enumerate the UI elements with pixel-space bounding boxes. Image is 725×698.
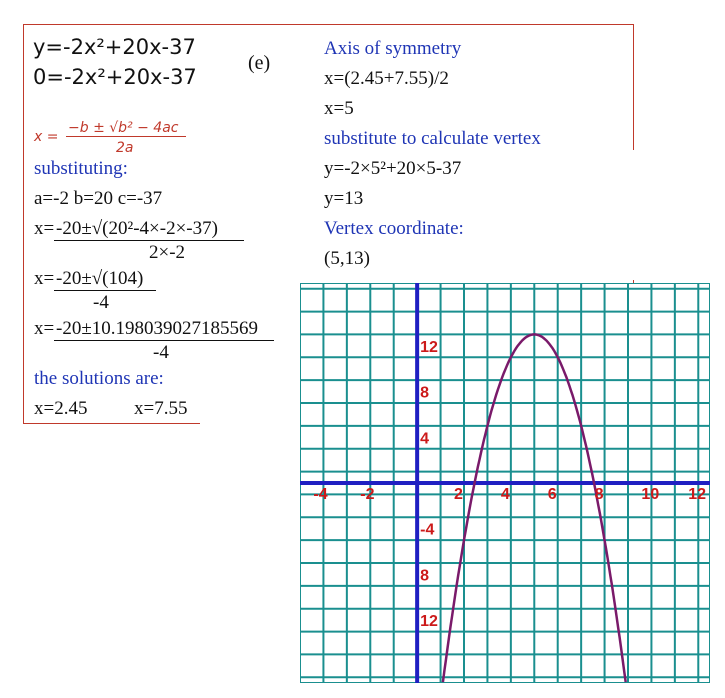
frame-gap-right (620, 150, 640, 280)
part-label: (e) (248, 52, 271, 74)
formula-numerator: −b ± √b² − 4ac (68, 120, 179, 136)
equation-line-2: 0=-2x²+20x-37 (33, 65, 197, 89)
parabola-graph (300, 283, 710, 683)
y-tick-label: 12 (420, 613, 438, 631)
substituting-heading: substituting: (34, 158, 128, 179)
solution-2: x=7.55 (134, 398, 188, 419)
vertex-calc: y=-2×5²+20×5-37 (324, 158, 462, 179)
vertex-coord: (5,13) (324, 248, 370, 269)
axis-heading: Axis of symmetry (324, 38, 462, 59)
solution-1: x=2.45 (34, 398, 88, 419)
step3-fraction-bar (54, 340, 274, 341)
solutions-heading: the solutions are: (34, 368, 164, 389)
y-tick-label: 8 (420, 384, 430, 402)
equation-line-1: y=-2x²+20x-37 (33, 35, 196, 59)
x-tick-label: 4 (500, 486, 510, 503)
step1-numerator: -20±√(20²-4×-2×-37) (56, 218, 218, 239)
step1-denominator: 2×-2 (149, 242, 186, 263)
step2-prefix: x= (34, 268, 55, 289)
x-tick-label: 10 (641, 486, 660, 503)
step2-denominator: -4 (93, 292, 109, 313)
y-tick-label: 12 (420, 338, 438, 356)
step2-fraction-bar (54, 290, 156, 291)
formula-denominator: 2a (116, 140, 134, 156)
x-tick-label: -2 (360, 486, 375, 503)
axis-calc: x=(2.45+7.55)/2 (324, 68, 449, 89)
axis-result: x=5 (324, 98, 354, 119)
x-tick-label: 8 (594, 486, 604, 503)
step2-numerator: -20±√(104) (56, 268, 144, 289)
y-tick-label: -4 (420, 521, 435, 539)
step3-numerator: -20±10.198039027185569 (56, 318, 259, 339)
vertex-y: y=13 (324, 188, 364, 209)
x-tick-label: 6 (547, 486, 557, 503)
x-tick-label: 2 (454, 486, 463, 503)
vertex-coord-heading: Vertex coordinate: (324, 218, 464, 239)
step3-denominator: -4 (153, 342, 169, 363)
y-tick-label: 8 (420, 567, 430, 585)
x-tick-label: 12 (688, 486, 707, 503)
formula-lhs: x = (34, 129, 59, 145)
x-tick-label: -4 (313, 486, 328, 503)
step3-prefix: x= (34, 318, 55, 339)
step1-prefix: x= (34, 218, 55, 239)
vertex-heading: substitute to calculate vertex (324, 128, 541, 149)
step1-fraction-bar (54, 240, 244, 241)
coefficients: a=-2 b=20 c=-37 (34, 188, 163, 209)
y-tick-label: 4 (420, 430, 430, 448)
